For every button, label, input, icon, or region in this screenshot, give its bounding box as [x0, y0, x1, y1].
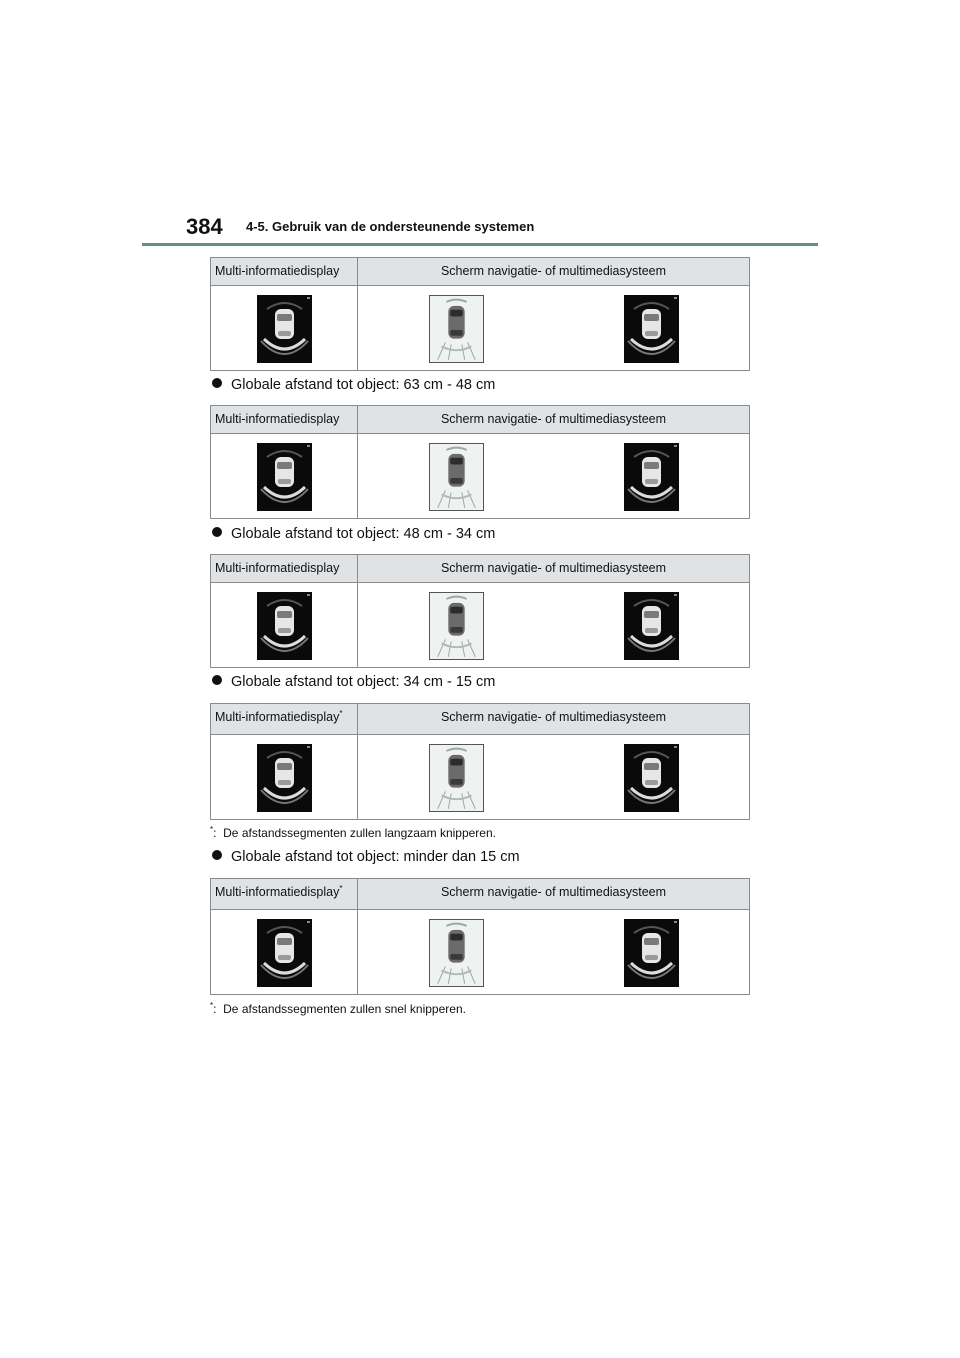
footnote-marker: * — [339, 708, 343, 718]
distance-caption-4: Globale afstand tot object: minder dan 15 cm — [212, 849, 520, 865]
nav-screen-header: Scherm navigatie- of multimediasysteem — [440, 561, 667, 575]
parking-sensor-dark-display-icon — [624, 295, 679, 363]
distance-caption-3: Globale afstand tot object: 34 cm - 15 cm — [212, 674, 495, 690]
footnote-1: *: De afstandssegmenten zullen langzaam knipperen. — [210, 825, 496, 840]
nav-screen-header: Scherm navigatie- of multimediasysteem — [440, 264, 667, 278]
bullet-dot-icon — [212, 378, 222, 388]
parking-sensor-light-display-icon — [429, 744, 484, 812]
bullet-dot-icon — [212, 850, 222, 860]
nav-screen-header: Scherm navigatie- of multimediasysteem — [440, 412, 667, 426]
distance-caption-1: Globale afstand tot object: 63 cm - 48 cm — [212, 377, 495, 393]
parking-sensor-dark-display-icon — [624, 919, 679, 987]
display-table-4 — [210, 703, 750, 820]
parking-sensor-dark-display-icon — [257, 592, 312, 660]
distance-caption-2: Globale afstand tot object: 48 cm - 34 cm — [212, 526, 495, 542]
parking-sensor-light-display-icon — [429, 919, 484, 987]
footnote-2: *: De afstandssegmenten zullen snel knipperen. — [210, 1001, 466, 1016]
parking-sensor-dark-display-icon — [257, 295, 312, 363]
parking-sensor-dark-display-icon — [624, 744, 679, 812]
page-number: 384 — [186, 214, 223, 239]
display-table-2 — [210, 405, 750, 519]
parking-sensor-light-display-icon — [429, 443, 484, 511]
parking-sensor-dark-display-icon — [257, 443, 312, 511]
display-table-1 — [210, 257, 750, 371]
parking-sensor-dark-display-icon — [257, 919, 312, 987]
nav-screen-header: Scherm navigatie- of multimediasysteem — [440, 710, 667, 724]
parking-sensor-light-display-icon — [429, 295, 484, 363]
parking-sensor-dark-display-icon — [624, 592, 679, 660]
multi-info-header: Multi-informatiedisplay* — [211, 704, 358, 734]
section-title: 4-5. Gebruik van de ondersteunende systemen — [246, 219, 535, 234]
bullet-dot-icon — [212, 527, 222, 537]
multi-info-header: Multi-informatiedisplay — [211, 555, 358, 582]
display-table-3 — [210, 554, 750, 668]
nav-screen-header: Scherm navigatie- of multimediasysteem — [440, 885, 667, 899]
multi-info-header: Multi-informatiedisplay — [211, 258, 358, 285]
footnote-marker: * — [339, 883, 343, 893]
parking-sensor-light-display-icon — [429, 592, 484, 660]
parking-sensor-dark-display-icon — [624, 443, 679, 511]
display-table-5 — [210, 878, 750, 995]
bullet-dot-icon — [212, 675, 222, 685]
multi-info-header: Multi-informatiedisplay* — [211, 879, 358, 909]
header-rule — [142, 243, 818, 246]
parking-sensor-dark-display-icon — [257, 744, 312, 812]
multi-info-header: Multi-informatiedisplay — [211, 406, 358, 433]
